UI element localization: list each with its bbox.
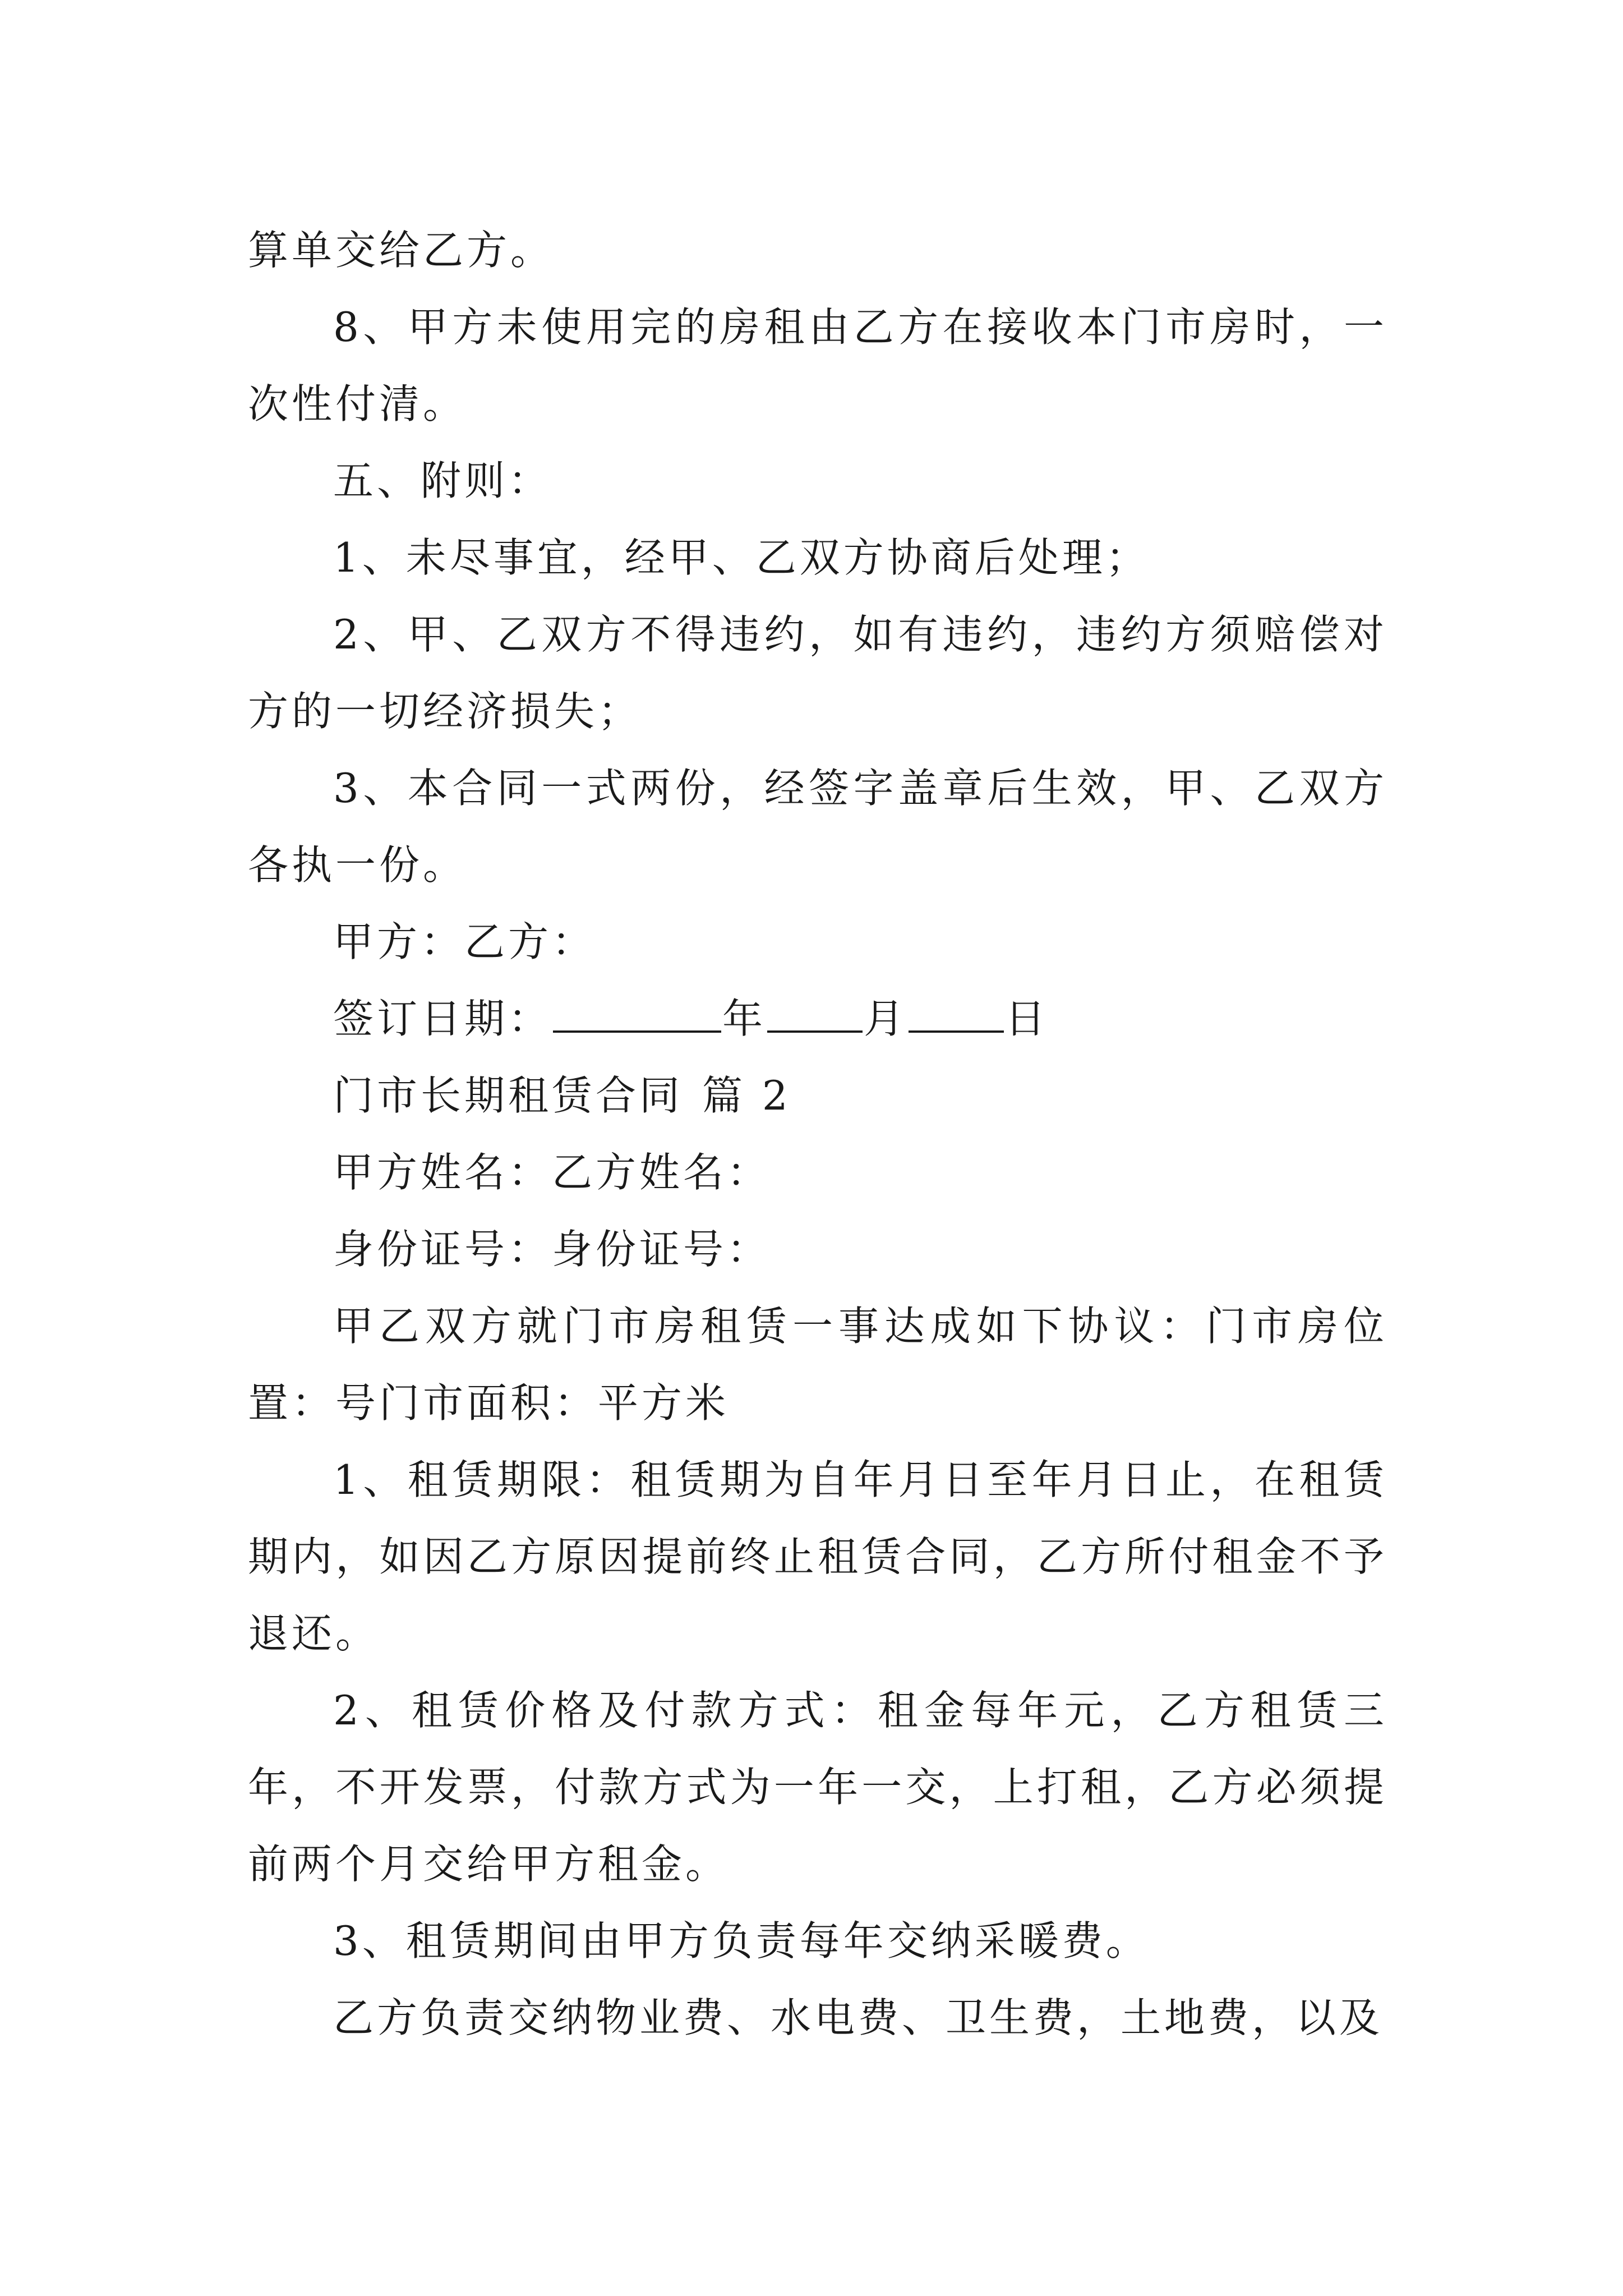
paragraph-appendix-2: 2、甲、乙双方不得违约，如有违约，违约方须赔偿对方的一切经济损失；	[248, 611, 1387, 735]
contract-title: 门市长期租赁合同	[333, 1072, 684, 1119]
paragraph-appendix-1: 1、未尽事宜，经甲、乙双方协商后处理；	[333, 534, 1150, 581]
day-label: 日	[1005, 995, 1049, 1042]
signing-date-line	[248, 981, 1387, 1057]
document-body	[248, 212, 1387, 2056]
paragraph-lease-term: 1、租赁期限：租赁期为自年月日至年月日止，在租赁期内，如因乙方原因提前终止租赁合同，乙方所付租金不予退还。	[248, 1456, 1387, 1657]
month-blank	[767, 990, 863, 1033]
month-label: 月	[864, 995, 908, 1042]
contract-title-line	[248, 1057, 1387, 1134]
contract-part-label: 篇 2	[702, 1072, 791, 1119]
paragraph-heating-fee: 3、租赁期间由甲方负责每年交纳采暖费。	[333, 1917, 1150, 1964]
paragraph-agreement-intro: 甲乙双方就门市房租赁一事达成如下协议：门市房位置：号门市面积：平方米	[248, 1303, 1387, 1427]
paragraph-appendix-3: 3、本合同一式两份，经签字盖章后生效，甲、乙双方各执一份。	[248, 765, 1387, 889]
signature-parties-line: 甲方：乙方：	[333, 918, 596, 965]
paragraph-lease-price: 2、租赁价格及付款方式：租金每年元，乙方租赁三年，不开发票，付款方式为一年一交，上打租，乙方必须提前两个月交给甲方租金。	[248, 1687, 1387, 1888]
paragraph-tenant-fees: 乙方负责交纳物业费、水电费、卫生费，土地费，以及	[333, 1994, 1384, 2041]
paragraph-continuation: 算单交给乙方。	[248, 227, 555, 274]
day-blank	[909, 990, 1004, 1033]
year-blank	[553, 990, 721, 1033]
section-heading-appendix: 五、附则：	[333, 457, 552, 504]
party-names-line: 甲方姓名：乙方姓名：	[333, 1149, 771, 1196]
paragraph-clause-8: 8、甲方未使用完的房租由乙方在接收本门市房时，一次性付清。	[248, 303, 1387, 427]
id-numbers-line: 身份证号：身份证号：	[333, 1226, 771, 1273]
year-label: 年	[722, 995, 767, 1042]
signing-date-label: 签订日期：	[333, 995, 552, 1042]
